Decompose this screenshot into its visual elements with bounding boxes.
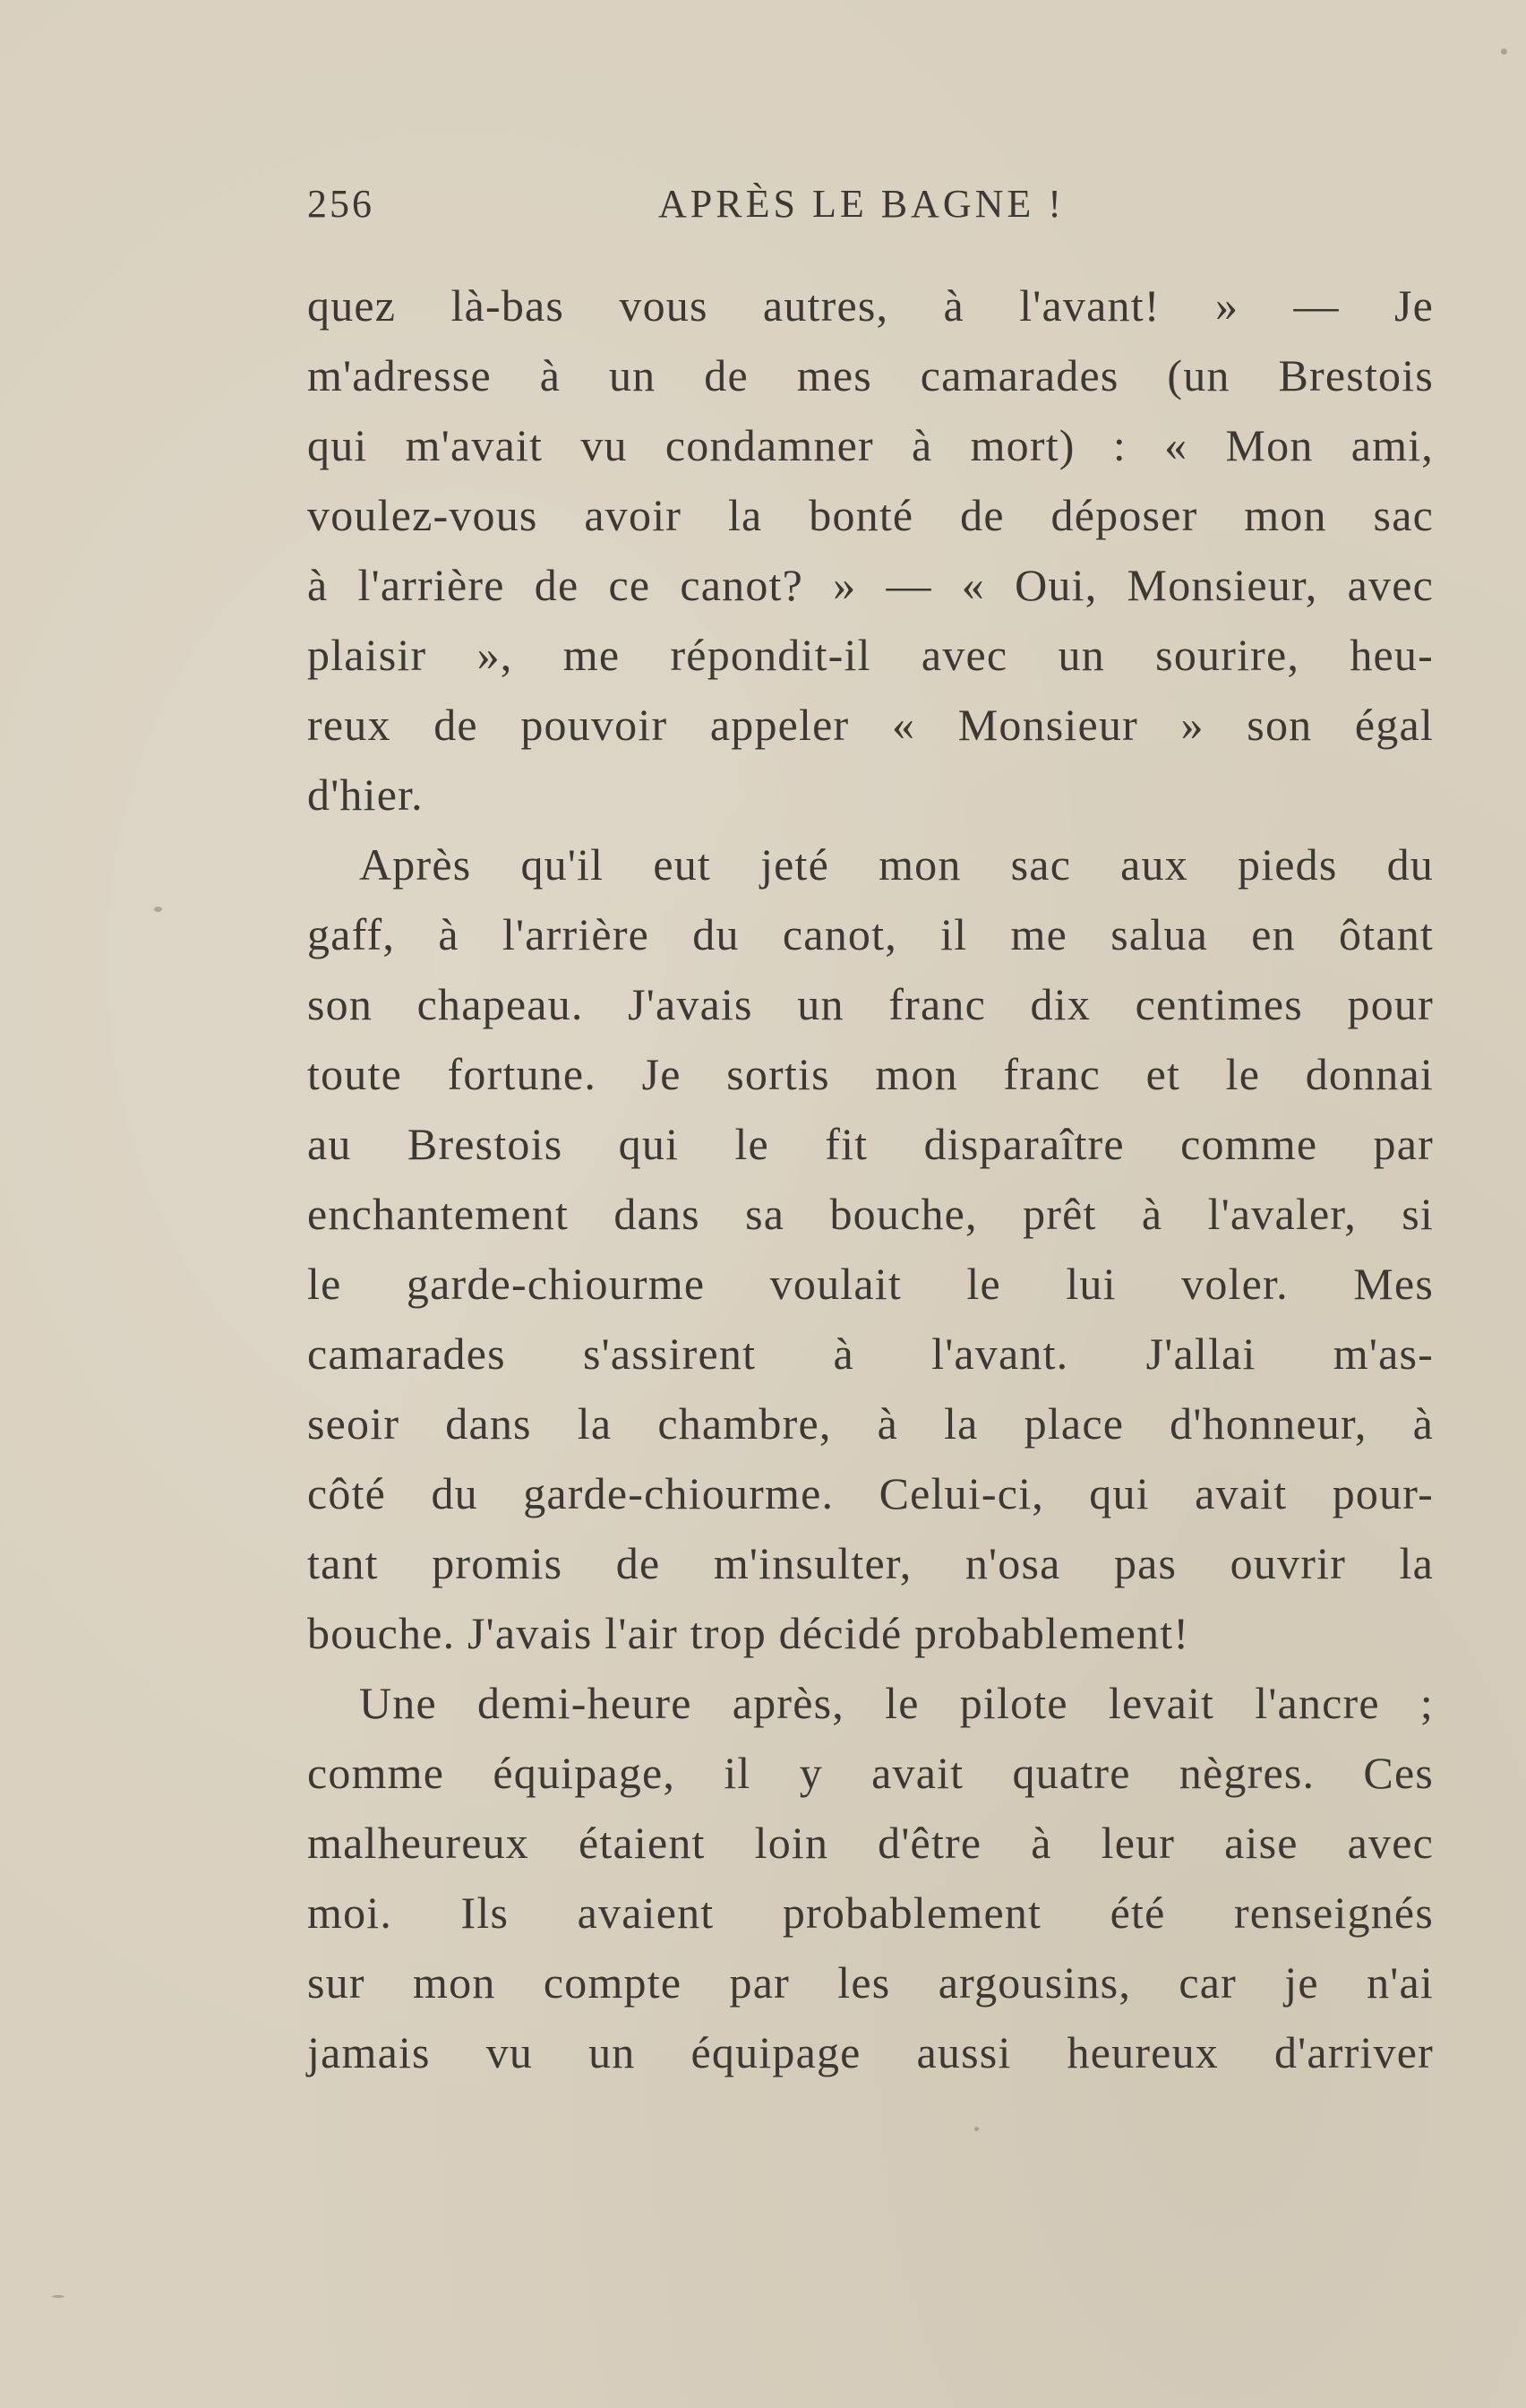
text-line: sur mon compte par les argousins, car je n'ai (307, 1957, 1434, 2008)
text-line: plaisir », me répondit-il avec un sourire, heu- (307, 630, 1434, 680)
paper-speck (154, 907, 162, 912)
text-line: Après qu'il eut jeté mon sac aux pieds du (359, 839, 1434, 890)
text-line: son chapeau. J'avais un franc dix centimes pour (307, 979, 1434, 1029)
running-title: APRÈS LE BAGNE ! (658, 182, 1065, 226)
text-line: moi. Ils avaient probablement été renseignés (307, 1888, 1434, 1938)
text-line: comme équipage, il y avait quatre nègres. Ces (307, 1748, 1434, 1798)
running-head (307, 181, 1436, 235)
text-line: seoir dans la chambre, à la place d'honneur, à (307, 1398, 1434, 1449)
text-line: côté du garde-chiourme. Celui-ci, qui avait pour- (307, 1468, 1434, 1518)
paper-speck (52, 2295, 64, 2298)
text-line: gaff, à l'arrière du canot, il me salua en ôtant (307, 909, 1434, 959)
text-line: malheureux étaient loin d'être à leur aise avec (307, 1818, 1434, 1868)
text-line: au Brestois qui le fit disparaître comme par (307, 1119, 1434, 1169)
text-line: Une demi-heure après, le pilote levait l'ancre ; (359, 1678, 1434, 1728)
text-line: enchantement dans sa bouche, prêt à l'avaler, si (307, 1189, 1434, 1239)
text-line: à l'arrière de ce canot? » — « Oui, Monsieur, avec (307, 560, 1434, 610)
text-line: camarades s'assirent à l'avant. J'allai m'as- (307, 1329, 1434, 1379)
text-line: d'hier. (307, 770, 424, 820)
page-number: 256 (307, 182, 374, 226)
text-line: jamais vu un équipage aussi heureux d'arriver (307, 2027, 1434, 2077)
text-line: toute fortune. Je sortis mon franc et le donnai (307, 1049, 1434, 1099)
text-line: bouche. J'avais l'air trop décidé probablement! (307, 1608, 1190, 1658)
text-line: tant promis de m'insulter, n'osa pas ouvrir la (307, 1538, 1434, 1588)
text-line: qui m'avait vu condamner à mort) : « Mon ami, (307, 420, 1434, 470)
paper-speck (1501, 48, 1507, 55)
paper-speck (974, 2127, 979, 2131)
text-line: le garde-chiourme voulait le lui voler. Mes (307, 1259, 1434, 1309)
text-line: m'adresse à un de mes camarades (un Brestois (307, 350, 1434, 400)
text-line: reux de pouvoir appeler « Monsieur » son égal (307, 700, 1434, 750)
text-line: quez là-bas vous autres, à l'avant! » — Je (307, 280, 1434, 331)
text-line: voulez-vous avoir la bonté de déposer mon sac (307, 490, 1434, 540)
body-text (307, 271, 1434, 2087)
